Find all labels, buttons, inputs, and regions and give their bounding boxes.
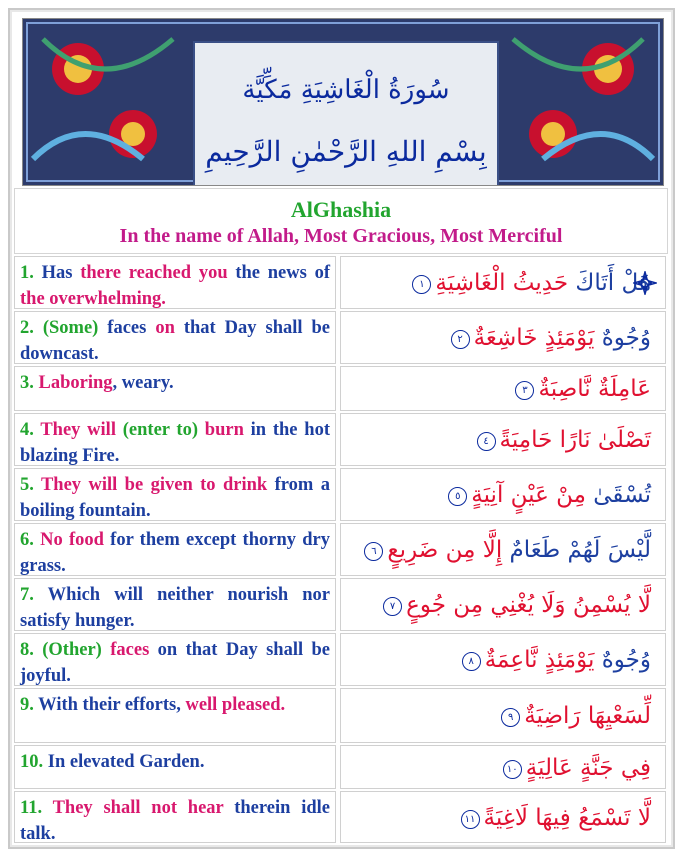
chapter-title: AlGhashia — [290, 197, 392, 222]
arabic-segment: عَامِلَةٌ نَّاصِبَةٌ — [538, 376, 651, 402]
arabic-segment: فِي جَنَّةٍ عَالِيَةٍ — [525, 755, 651, 781]
arabic-segment: لَّيْسَ لَهُمْ طَعَامٌ — [502, 537, 651, 563]
translation-segment: the overwhelming. — [20, 289, 166, 309]
translation-segment: No food — [33, 530, 104, 550]
arabic-segment: يَوْمَئِذٍ خَاشِعَةٌ — [473, 325, 595, 351]
arabic-segment: لَّا يُسْمِنُ وَلَا يُغْنِي مِن جُوعٍ — [406, 592, 651, 618]
verse-arabic — [340, 311, 666, 364]
arabic-segment: إِلَّا مِن ضَرِيعٍ — [387, 537, 503, 563]
translation-segment: Which will neither nourish nor satisfy — [20, 585, 330, 631]
arabic-segment: حَدِيثُ الْغَاشِيَةِ — [435, 270, 576, 296]
verse-row — [14, 468, 666, 521]
translation-segment: well pleased. — [185, 695, 286, 715]
translation-segment: there reached — [80, 263, 192, 283]
verse-number: 4. — [20, 420, 34, 440]
translation-segment: faces — [98, 318, 156, 338]
ayah-end-marker: ٨ — [462, 652, 481, 671]
surah-title-arabic: سُورَةُ الْغَاشِيَةِ مَكِّيَّة — [242, 75, 450, 105]
ayah-end-marker: ٣ — [515, 381, 534, 400]
basmala-arabic: بِسْمِ اللهِ الرَّحْمٰنِ الرَّحِيمِ — [205, 135, 487, 168]
ayah-end-marker: ١ — [412, 275, 431, 294]
translation-segment: for them except thorny dry grass. — [20, 530, 330, 576]
verse-number: 1. — [20, 263, 34, 283]
verse-arabic — [340, 791, 666, 843]
translation-segment: therein idle talk. — [20, 798, 330, 844]
arabic-segment: تُسْقَىٰ — [585, 482, 651, 508]
surah-banner — [22, 18, 664, 186]
arabic-segment: وُجُوهٌ — [594, 325, 651, 351]
arabic-segment: لَّا تَسْمَعُ فِيهَا لَاغِيَةً — [483, 805, 651, 831]
translation-segment: (Other) — [33, 640, 102, 660]
verse-number: 5. — [20, 475, 34, 495]
translation-segment: Laboring — [33, 373, 113, 393]
verse-number: 8. — [20, 640, 34, 660]
translation-segment: (enter to) — [122, 420, 199, 440]
translation-segment: , weary. — [112, 373, 174, 393]
chapter-subtitle: In the name of Allah, Most Gracious, Most Merciful — [119, 225, 563, 247]
ayah-end-marker: ٩ — [501, 708, 520, 727]
ayah-end-marker: ٧ — [383, 597, 402, 616]
translation-segment: the news of — [235, 263, 330, 283]
verse-arabic — [340, 366, 666, 411]
verse-number: 10. — [20, 752, 44, 772]
translation-segment: They will be given to drink — [33, 475, 268, 495]
verse-translation — [14, 413, 336, 466]
verse-translation — [14, 745, 336, 789]
chapter-header — [14, 188, 668, 254]
verse-row — [14, 413, 666, 466]
verse-number: 7. — [20, 585, 34, 605]
verse-arabic — [340, 468, 666, 521]
arabic-segment: تَصْلَىٰ نَارًا حَامِيَةً — [499, 427, 651, 453]
title-panel — [193, 41, 499, 186]
arabic-segment: هَلْ أَتَاكَ — [575, 270, 651, 296]
verse-number: 6. — [20, 530, 34, 550]
verse-arabic — [340, 523, 666, 576]
verse-row — [14, 791, 666, 843]
translation-segment: hunger. — [70, 611, 135, 631]
translation-segment: that Day shall be downcast. — [20, 318, 330, 364]
verse-number: 3. — [20, 373, 34, 393]
ayah-end-marker: ٥ — [448, 487, 467, 506]
translation-segment: you — [191, 263, 236, 283]
verse-arabic — [340, 413, 666, 466]
verse-arabic — [340, 688, 666, 743]
verse-translation — [14, 688, 336, 743]
arabic-segment: وُجُوهٌ — [594, 647, 651, 673]
ayah-end-marker: ٤ — [477, 432, 496, 451]
verse-number: 11. — [20, 798, 43, 818]
ayah-end-marker: ٢ — [451, 330, 470, 349]
flower-ornament-icon — [633, 271, 657, 295]
verse-row — [14, 578, 666, 631]
verse-row — [14, 688, 666, 743]
verse-translation — [14, 468, 336, 521]
verse-arabic — [340, 256, 666, 309]
translation-segment: In elevated Garden. — [43, 752, 205, 772]
ayah-end-marker: ٦ — [364, 542, 383, 561]
verse-arabic — [340, 633, 666, 686]
verse-translation — [14, 523, 336, 576]
verse-row — [14, 633, 666, 686]
ayah-end-marker: ١١ — [461, 810, 480, 829]
translation-segment: They shall not hear — [42, 798, 224, 818]
arabic-segment: يَوْمَئِذٍ نَّاعِمَةٌ — [484, 647, 595, 673]
verse-translation — [14, 791, 336, 843]
verse-number: 9. — [20, 695, 34, 715]
verse-number: 2. — [20, 318, 34, 338]
verse-translation — [14, 311, 336, 364]
translation-segment: With their efforts, — [33, 695, 186, 715]
translation-segment: on — [155, 318, 175, 338]
verse-arabic — [340, 578, 666, 631]
translation-segment: in the hot blazing Fire. — [20, 420, 330, 466]
translation-segment: on that Day shall be joyful. — [20, 640, 330, 686]
verse-translation — [14, 578, 336, 631]
verse-translation — [14, 256, 336, 309]
verse-row — [14, 311, 666, 364]
translation-segment: faces — [101, 640, 150, 660]
verse-row — [14, 523, 666, 576]
verse-row — [14, 745, 666, 789]
verse-arabic — [340, 745, 666, 789]
ayah-end-marker: ١٠ — [503, 760, 522, 779]
arabic-segment: لِّسَعْيِهَا رَاضِيَةٌ — [524, 703, 651, 729]
translation-segment: Has — [33, 263, 81, 283]
translation-segment: They will — [33, 420, 123, 440]
verse-translation — [14, 366, 336, 411]
translation-segment: burn — [198, 420, 244, 440]
translation-segment: (Some) — [33, 318, 99, 338]
translation-segment: from a boiling fountain. — [20, 475, 330, 521]
arabic-segment: مِنْ عَيْنٍ آنِيَةٍ — [471, 482, 586, 508]
verse-translation — [14, 633, 336, 686]
verse-row — [14, 256, 666, 309]
verse-row — [14, 366, 666, 411]
